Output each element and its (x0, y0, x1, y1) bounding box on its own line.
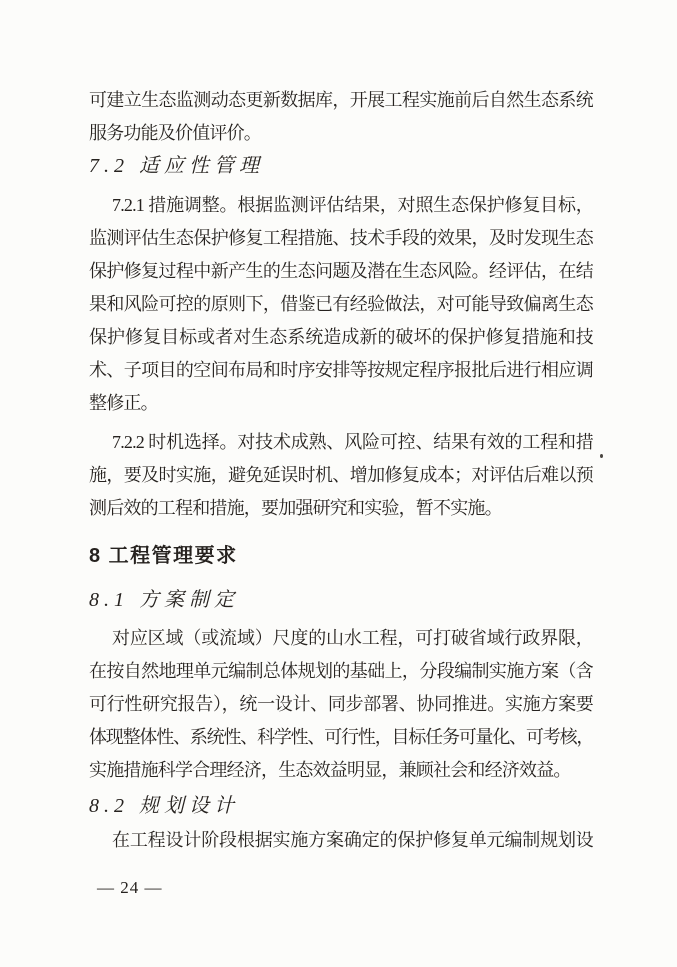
text-line: 服务功能及价值评价。 (89, 123, 261, 143)
text-line: 可行性研究报告），统一设计、同步部署、协同推进。实施方案要 (89, 694, 593, 714)
text-line: 果和风险可控的原则下，借鉴已有经验做法，对可能导致偏离生态 (89, 294, 593, 314)
scan-ink-speck (600, 454, 603, 458)
text-line: 测后效的工程和措施，要加强研究和实验，暂不实施。 (89, 498, 502, 518)
text-line: 在工程设计阶段根据实施方案确定的保护修复单元编制规划设 (112, 830, 593, 850)
text-line: 整修正。 (89, 393, 158, 413)
document-body (89, 84, 593, 857)
section-heading-8-2: 8.2 规划设计 (89, 795, 239, 817)
text-line: 对应区域（或流域）尺度的山水工程，可打破省域行政界限， (112, 628, 593, 648)
text-line: 体现整体性、系统性、科学性、可行性，目标任务可量化、可考核， (89, 727, 593, 747)
text-line: 在按自然地理单元编制总体规划的基础上，分段编制实施方案（含 (89, 661, 593, 681)
text-line: 监测评估生态保护修复工程措施、技术手段的效果，及时发现生态 (89, 228, 593, 248)
section-heading-8-1: 8.1 方案制定 (89, 589, 239, 611)
paragraph-8-1 (89, 622, 593, 787)
paragraph-8-2 (89, 824, 593, 857)
text-line: 7.2.2 时机选择。对技术成熟、风险可控、结果有效的工程和措 (112, 432, 593, 452)
text-line: 施，要及时实施，避免延误时机、增加修复成本；对评估后难以预 (89, 465, 593, 485)
section-heading-7-2: 7.2 适应性管理 (89, 155, 264, 177)
text-line: 7.2.1 措施调整。根据监测评估结果，对照生态保护修复目标， (112, 195, 593, 215)
text-line: 术、子项目的空间布局和时序安排等按规定程序报批后进行相应调 (89, 360, 593, 380)
paragraph-intro-continuation (89, 84, 593, 150)
paragraph-clause-7-2-1 (89, 189, 593, 420)
text-line: 可建立生态监测动态更新数据库，开展工程实施前后自然生态系统 (89, 90, 593, 110)
text-line: 保护修复过程中新产生的生态问题及潜在生态风险。经评估，在结 (89, 261, 593, 281)
page-number: — 24 — (97, 878, 163, 897)
paragraph-clause-7-2-2 (89, 426, 593, 525)
section-heading-8: 8 工程管理要求 (89, 545, 238, 567)
text-line: 保护修复目标或者对生态系统造成新的破坏的保护修复措施和技 (89, 327, 593, 347)
text-line: 实施措施科学合理经济，生态效益明显，兼顾社会和经济效益。 (89, 760, 571, 780)
